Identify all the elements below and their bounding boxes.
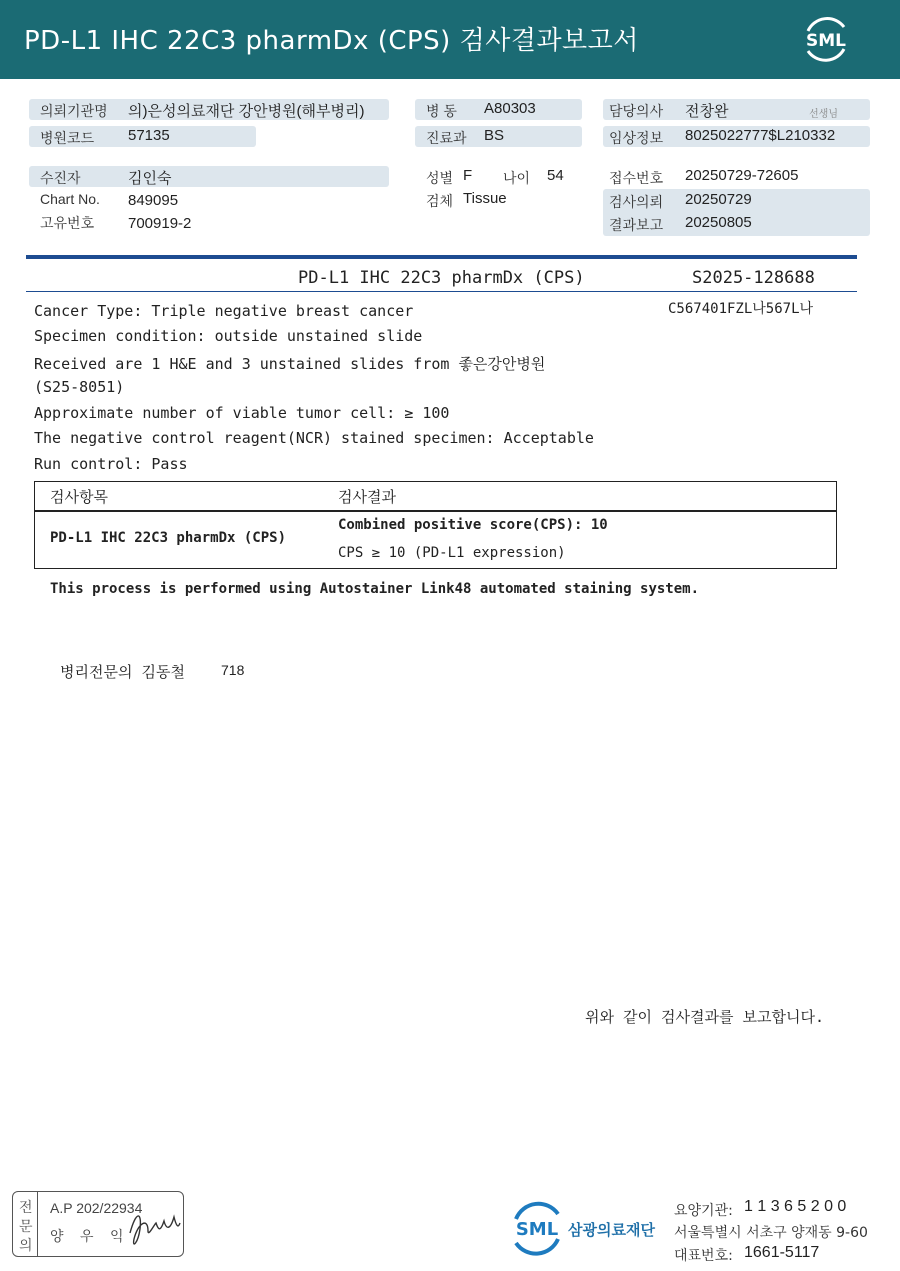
specimen-value: Tissue bbox=[463, 190, 507, 207]
request-label: 검사의뢰 bbox=[609, 194, 664, 210]
patient-pill bbox=[29, 166, 389, 187]
report-date-value: 20250805 bbox=[685, 214, 752, 231]
report-date-label: 결과보고 bbox=[609, 217, 664, 233]
ward-label: 병 동 bbox=[426, 103, 457, 119]
org-logo-icon bbox=[510, 1199, 564, 1257]
doctor-label: 담당의사 bbox=[609, 103, 664, 119]
institution-value: 의)은성의료재단 강안병원(해부병리) bbox=[128, 103, 365, 120]
specimen-label: 검체 bbox=[426, 193, 454, 209]
pathologist-number: 718 bbox=[221, 662, 245, 678]
age-value: 54 bbox=[547, 167, 564, 184]
phone-value: 1661-5117 bbox=[744, 1244, 820, 1261]
table-header-result: 검사결과 bbox=[338, 488, 396, 506]
sml-logo bbox=[800, 13, 852, 65]
hospital-code-label: 병원코드 bbox=[40, 130, 95, 146]
sex-value: F bbox=[463, 167, 473, 184]
code-value: 1 1 3 6 5 2 0 0 bbox=[744, 1198, 847, 1215]
closing-statement: 위와 같이 검사결과를 보고합니다. bbox=[585, 1008, 824, 1026]
stamp-name: 양 우 익 bbox=[50, 1229, 130, 1245]
stamp-vertical-1: 전 bbox=[19, 1200, 33, 1216]
svg-text:SML: SML bbox=[806, 31, 846, 51]
doctor-value: 전창완 bbox=[685, 103, 729, 120]
sml-logo-icon bbox=[800, 13, 852, 65]
table-result-line2: CPS ≥ 10 (PD-L1 expression) bbox=[338, 545, 566, 561]
report-line: Run control: Pass bbox=[34, 455, 188, 473]
institution-label: 의뢰기관명 bbox=[40, 103, 108, 119]
report-line: The negative control reagent(NCR) stained specimen: Acceptable bbox=[34, 429, 594, 447]
report-line: Cancer Type: Triple negative breast cancer bbox=[34, 302, 414, 320]
report-line: Received are 1 H&E and 3 unstained slides from 좋은강안병원 bbox=[34, 355, 546, 373]
table-divider bbox=[35, 510, 836, 512]
svg-text:SML: SML bbox=[515, 1219, 559, 1240]
chart-value: 849095 bbox=[128, 192, 179, 209]
header-rule bbox=[26, 255, 857, 259]
age-label: 나이 bbox=[503, 170, 531, 186]
unique-value: 700919-2 bbox=[128, 215, 192, 232]
barcode-text: C567401FZL나567L나 bbox=[668, 301, 814, 317]
dept-value: BS bbox=[484, 127, 505, 144]
sex-label: 성별 bbox=[426, 170, 454, 186]
report-number: S2025-128688 bbox=[692, 268, 815, 288]
dept-label: 진료과 bbox=[426, 130, 467, 146]
stamp-license: A.P 202/22934 bbox=[50, 1200, 143, 1216]
clinical-value: 8025022777$L210332 bbox=[685, 127, 836, 144]
table-item: PD-L1 IHC 22C3 pharmDx (CPS) bbox=[50, 530, 287, 546]
receipt-value: 20250729-72605 bbox=[685, 167, 799, 184]
code-label: 요양기관: bbox=[674, 1203, 733, 1219]
patient-value: 김인숙 bbox=[128, 170, 172, 187]
doctor-suffix: 선생님 bbox=[809, 109, 838, 120]
patient-label: 수진자 bbox=[40, 170, 81, 186]
process-note: This process is performed using Autostainer Link48 automated staining system. bbox=[50, 581, 700, 597]
unique-label: 고유번호 bbox=[40, 215, 95, 231]
phone-label: 대표번호: bbox=[674, 1248, 733, 1264]
table-header-item: 검사항목 bbox=[50, 488, 108, 506]
report-line: (S25-8051) bbox=[34, 378, 125, 396]
report-test-name: PD-L1 IHC 22C3 pharmDx (CPS) bbox=[298, 268, 585, 288]
stamp-divider bbox=[37, 1192, 38, 1256]
stamp-vertical-3: 의 bbox=[19, 1238, 33, 1254]
chart-label: Chart No. bbox=[40, 191, 100, 207]
report-line: Approximate number of viable tumor cell: ≥ 100 bbox=[34, 404, 450, 422]
address: 서울특별시 서초구 양재동 9-60 bbox=[674, 1225, 868, 1241]
report-line: Specimen condition: outside unstained slide bbox=[34, 327, 423, 345]
clinical-label: 임상정보 bbox=[609, 130, 664, 146]
stamp-vertical-2: 문 bbox=[19, 1219, 33, 1235]
table-result-line1: Combined positive score(CPS): 10 bbox=[338, 517, 608, 533]
receipt-label: 접수번호 bbox=[609, 170, 664, 186]
pathologist-name: 병리전문의 김동철 bbox=[60, 663, 185, 681]
header-bar bbox=[0, 0, 900, 79]
request-value: 20250729 bbox=[685, 191, 752, 208]
ward-value: A80303 bbox=[484, 100, 536, 117]
signature-icon bbox=[126, 1203, 182, 1251]
org-name: 삼광의료재단 bbox=[568, 1221, 655, 1239]
page-title: PD-L1 IHC 22C3 pharmDx (CPS) 검사결과보고서 bbox=[24, 26, 639, 56]
hospital-code-value: 57135 bbox=[128, 127, 170, 144]
subheader-rule bbox=[26, 291, 857, 292]
